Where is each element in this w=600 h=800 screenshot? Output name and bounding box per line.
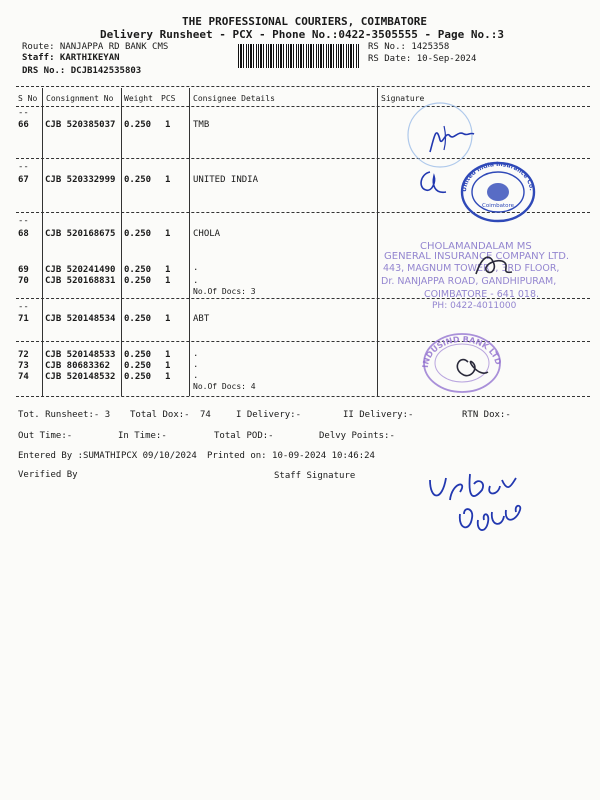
rtn-dox: RTN Dox:-: [462, 410, 511, 420]
row-sep-mark: --: [18, 108, 29, 118]
row-weight: 0.250: [124, 276, 152, 286]
row-pcs: 1: [165, 276, 171, 286]
row-consignee: .: [193, 349, 199, 359]
route-label: Route: NANJAPPA RD BANK CMS: [22, 42, 169, 52]
barcode: [238, 44, 360, 68]
chola-stamp-line: Dr. NANJAPPA ROAD, GANDHIPURAM,: [381, 276, 557, 287]
chola-stamp-line: GENERAL INSURANCE COMPANY LTD.: [384, 251, 570, 262]
row-consignee: .: [193, 371, 199, 381]
table-header-rule: [16, 106, 590, 107]
row-weight: 0.250: [124, 372, 152, 382]
row-consignee: UNITED INDIA: [193, 175, 259, 185]
handwritten-signature: [420, 460, 530, 540]
row-pcs: 1: [165, 314, 171, 324]
runsheet-subtitle: Delivery Runsheet - PCX - Phone No.:0422-3505555 - Page No.:3: [100, 28, 504, 41]
total-dox-label: Total Dox:-: [130, 410, 190, 420]
row-consignment: CJB 520385037: [45, 120, 116, 130]
row-sno: 74: [18, 372, 29, 382]
row-sno: 73: [18, 361, 29, 371]
signature-united-india: [412, 168, 452, 198]
verified-by: Verified By: [18, 470, 78, 480]
row-consignee: ABT: [193, 314, 210, 324]
row-consignment: CJB 80683362: [45, 361, 111, 371]
row-pcs: 1: [165, 361, 171, 371]
row-pcs: 1: [165, 265, 171, 275]
row-pcs: 1: [165, 120, 171, 130]
indusind-ring-text: INDUSIND BANK LTD: [420, 334, 503, 369]
row-sep-mark: --: [18, 302, 29, 312]
total-pod: Total POD:-: [214, 431, 274, 441]
united-india-center-text: Coimbatore: [482, 203, 514, 209]
row-consignment: CJB 520241490: [45, 265, 116, 275]
chola-stamp-line: PH: 0422-4011000: [432, 301, 517, 311]
row-sno: 72: [18, 350, 29, 360]
row-weight: 0.250: [124, 314, 152, 324]
col-header-pcs: PCS: [161, 94, 176, 103]
row-weight: 0.250: [124, 229, 152, 239]
rs-number: RS No.: 1425358: [368, 42, 450, 52]
row-consignment: CJB 520168675: [45, 229, 116, 239]
row-sep-mark: --: [18, 216, 29, 226]
tot-runsheet: Tot. Runsheet:- 3: [18, 410, 111, 420]
out-time: Out Time:-: [18, 431, 73, 441]
row-consignment: CJB 520332999: [45, 175, 116, 185]
row-consignee: .: [193, 360, 199, 370]
united-india-stamp: [455, 155, 538, 224]
row-pcs: 1: [165, 350, 171, 360]
col-header-weight: Weight: [124, 94, 153, 103]
svg-text:INDUSIND BANK LTD: [421, 335, 503, 368]
row-pcs: 1: [165, 229, 171, 239]
group-doc-count: No.Of Docs: 4: [193, 382, 256, 391]
row-weight: 0.250: [124, 350, 152, 360]
chola-stamp-line: COIMBATORE - 641 018.: [424, 289, 540, 300]
indusind-stamp: [414, 328, 510, 398]
row-consignee: CHOLA: [193, 229, 221, 239]
row-consignee: .: [193, 276, 199, 286]
row-weight: 0.250: [124, 120, 152, 130]
rs-date: RS Date: 10-Sep-2024: [368, 54, 477, 64]
delvy-points: Delvy Points:-: [319, 431, 395, 441]
row-consignment: CJB 520148533: [45, 350, 116, 360]
row-consignee: TMB: [193, 120, 210, 130]
printed-on: Printed on: 10-09-2024 10:46:24: [207, 451, 375, 461]
in-time: In Time:-: [118, 431, 167, 441]
group-doc-count: No.Of Docs: 3: [193, 287, 256, 296]
row-sno: 71: [18, 314, 29, 324]
row-consignee: .: [193, 263, 199, 273]
row-sno: 70: [18, 276, 29, 286]
col-sep: [42, 88, 43, 396]
row-divider: [16, 158, 590, 159]
row-sno: 68: [18, 229, 29, 239]
row-sep-mark: --: [18, 162, 29, 172]
i-delivery: I Delivery:-: [236, 410, 302, 420]
chola-stamp-line: CHOLAMANDALAM MS: [420, 241, 532, 252]
company-title: THE PROFESSIONAL COURIERS, COIMBATORE: [182, 15, 428, 28]
signature-chola: [470, 248, 520, 282]
row-weight: 0.250: [124, 265, 152, 275]
total-dox-value: 74: [200, 410, 211, 420]
row-sno: 67: [18, 175, 29, 185]
row-consignment: CJB 520168831: [45, 276, 116, 286]
row-consignment: CJB 520148532: [45, 372, 116, 382]
col-sep: [377, 88, 378, 396]
united-india-ring-text: United India Insurance Co.Ltd.: [455, 155, 535, 193]
col-header-signature: Signature: [381, 94, 425, 103]
row-sno: 69: [18, 265, 29, 275]
col-sep: [121, 88, 122, 396]
col-header-consignment: Consignment No: [46, 94, 114, 103]
staff-signature-label: Staff Signature: [274, 471, 356, 481]
row-pcs: 1: [165, 372, 171, 382]
row-weight: 0.250: [124, 175, 152, 185]
row-sno: 66: [18, 120, 29, 130]
col-header-sno: S No: [18, 94, 38, 103]
row-consignment: CJB 520148534: [45, 314, 116, 324]
staff-label: Staff: KARTHIKEYAN: [22, 53, 120, 63]
ii-delivery: II Delivery:-: [343, 410, 414, 420]
table-top-rule: [16, 86, 590, 87]
drs-number: DRS No.: DCJB142535803: [22, 66, 142, 76]
row-pcs: 1: [165, 175, 171, 185]
col-sep: [189, 88, 190, 396]
chola-stamp-line: 443, MAGNUM TOWER I, 3RD FLOOR,: [383, 263, 560, 274]
row-weight: 0.250: [124, 361, 152, 371]
entered-by: Entered By :SUMATHIPCX 09/10/2024: [18, 451, 197, 461]
col-header-consignee: Consignee Details: [193, 94, 275, 103]
